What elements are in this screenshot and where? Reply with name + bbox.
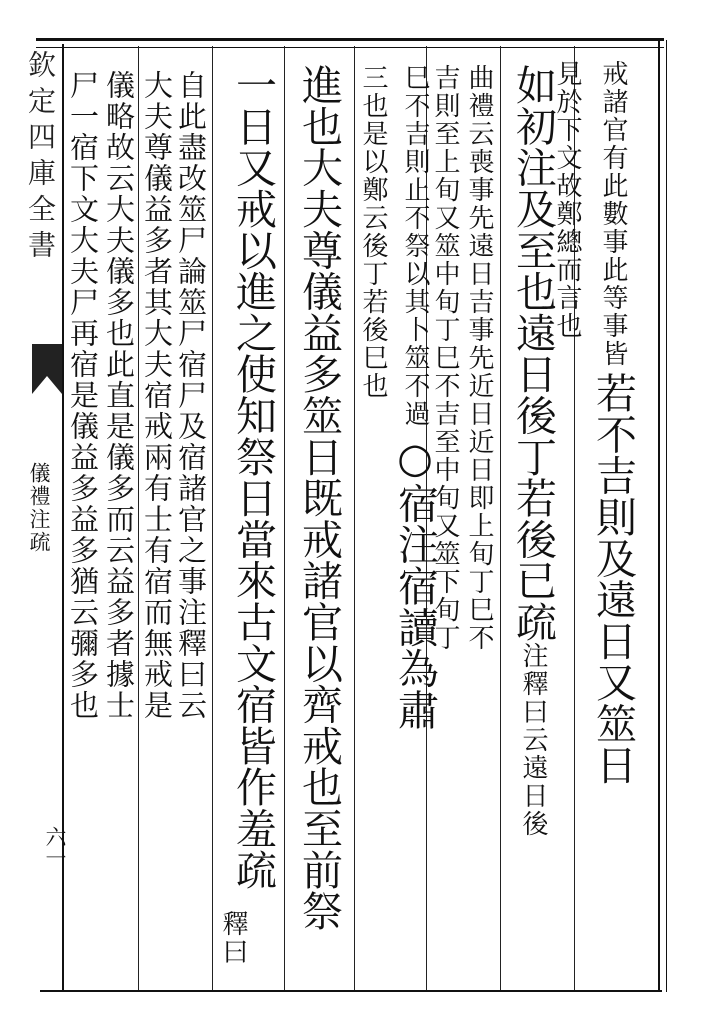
- text-column-6-main: ○宿注宿讀為肅: [391, 434, 439, 731]
- text-column-3-commentary: 注釋曰云遠日後: [518, 642, 548, 839]
- text-column-14-commentary: 尸一宿下文大夫尸再宿是儀益多益多猶云彌多也: [66, 70, 100, 721]
- text-column-4: [466, 64, 492, 652]
- text-column-2-commentary: 見於下文故鄭總而言也: [552, 60, 582, 340]
- text-column-14: [66, 70, 100, 721]
- page-number: 六一: [43, 826, 67, 868]
- text-column-8: [295, 64, 343, 932]
- text-column-6-commentary: 巳不吉則止不祭以其卜筮不過: [400, 64, 430, 428]
- column-rule: [138, 46, 139, 990]
- fishtail-icon: [32, 344, 62, 394]
- text-column-13-commentary: 儀略故云大夫儀多也此直是儀多而云益多者據士: [102, 70, 136, 721]
- text-column-3: [509, 64, 557, 839]
- text-column-13: [102, 70, 136, 721]
- running-title: 欽定四庫全書: [24, 50, 57, 266]
- banxin: [2, 44, 67, 990]
- top-border: [36, 38, 664, 48]
- text-column-11: [174, 70, 208, 721]
- book-title: 儀禮注疏: [27, 462, 51, 554]
- right-border-inner: [666, 40, 667, 992]
- text-column-8-main: 進也大夫尊儀益多筮日既戒諸官以齊戒也至前祭: [295, 64, 343, 932]
- bottom-border: [40, 990, 662, 992]
- text-column-10: [220, 910, 246, 966]
- column-rule: [212, 46, 213, 990]
- text-column-12: [140, 70, 174, 721]
- text-column-3-main: 如初注及至也遠日後丁若後已疏: [509, 64, 557, 643]
- text-column-9-main: 一日又戒以進之使知祭日當來古文宿皆作羞疏: [229, 64, 277, 890]
- text-column-5-commentary: 吉則至上旬又筮中旬丁巳不吉至中旬又筮下旬丁: [430, 64, 460, 652]
- column-rule: [284, 46, 285, 990]
- right-border: [658, 40, 660, 992]
- column-rule: [354, 46, 355, 990]
- text-column-4-commentary: 曲禮云喪事先遠日吉事先近日近日即上旬丁巳不: [464, 64, 494, 652]
- text-column-11-commentary: 自此盡改筮尸論筮尸宿尸及宿諸官之事注釋曰云: [174, 70, 208, 721]
- text-column-1: [589, 60, 637, 785]
- text-column-7-commentary: 三也是以鄭云後丁若後巳也: [358, 64, 388, 400]
- text-column-1-commentary: 戒諸官有此數事此等事皆: [598, 60, 628, 368]
- text-column-1-main: 若不吉則及遠日又筮日: [589, 372, 637, 785]
- text-column-12-commentary: 大夫尊儀益多者其大夫宿戒兩有士有宿而無戒是: [140, 70, 174, 721]
- text-column-6: [391, 64, 439, 731]
- text-column-9: [229, 64, 277, 890]
- text-column-10-commentary: 釋曰: [218, 910, 248, 966]
- column-rule: [500, 46, 501, 990]
- text-column-7: [360, 64, 386, 400]
